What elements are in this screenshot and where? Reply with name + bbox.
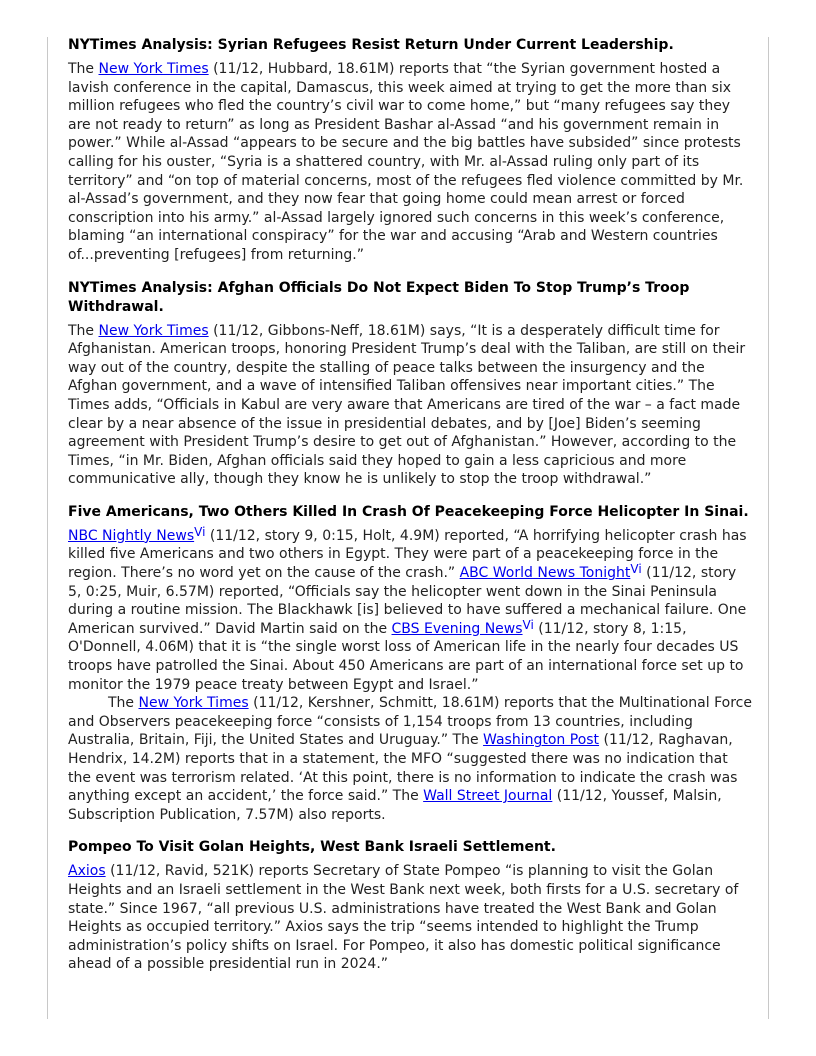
article-headline: Pompeo To Visit Golan Heights, West Bank Israeli Settlement. (68, 839, 556, 856)
source-link-nbc[interactable]: NBC Nightly News (68, 527, 195, 544)
article-body-continued (68, 694, 752, 824)
article-body (68, 862, 752, 974)
video-indicator-icon[interactable]: Vi (194, 524, 206, 539)
source-link-wapo[interactable]: Washington Post (483, 732, 600, 749)
article-lead-word: The (68, 322, 99, 339)
article-lead-word: The (108, 695, 139, 712)
article-headline: NYTimes Analysis: Syrian Refugees Resist Return Under Current Leadership. (68, 37, 674, 53)
source-link-wsj[interactable]: Wall Street Journal (423, 788, 553, 805)
article-text: (11/12, story 8, 1:15, O'Donnell, 4.06M) that it is “the single worst loss of American life in the nearly four decades US troops have patrolled the Sinai. About 450 Americans are part of an international force set up to monitor the 1979 peace treaty between Egypt and Israel.” (68, 620, 744, 693)
article-text: (11/12, story 9, 0:15, Holt, 4.9M) reported, “A horrifying helicopter crash has killed five Americans and two others in Egypt. They were part of a peacekeeping force in the region. There’s no word yet on the cause of the crash.” (68, 527, 747, 582)
source-link-axios[interactable]: Axios (68, 863, 106, 880)
source-link-cbs[interactable]: CBS Evening News (391, 620, 523, 637)
article-pompeo-golan (68, 838, 752, 974)
article-text: (11/12, Youssef, Malsin, Subscription Publication, 7.57M) also reports. (68, 788, 722, 823)
article-body (68, 60, 752, 265)
article-text: (11/12, Gibbons-Neff, 18.61M) says, “It is a desperately difficult time for Afghanistan. American troops, honoring President Trump’s deal with the Taliban, are still on their way out of the country, despite the stalling of peace talks between the insurgency and the Afghan government, and a wave of intensified Taliban offensives near important cities.” The Times adds, “Officials in Kabul are very aware that Americans are tired of the war – a fact made clear by a near absence of the issue in presidential debates, and by [Joe] Biden’s seeming agreement with President Trump’s desire to get out of Afghanistan.” However, according to the Times, “in Mr. Biden, Afghan officials said they hoped to gain a less capricious and more communicative ally, though they know he is unlikely to stop the troop withdrawal.” (68, 322, 746, 488)
article-text: (11/12, story 5, 0:25, Muir, 6.57M) reported, “Officials say the helicopter went down in the Sinai Peninsula during a routine mission. The Blackhawk [is] believed to have suffered a mechanical failure. One American survived.” David Martin said on the (68, 565, 747, 637)
source-link-nyt[interactable]: New York Times (98, 322, 209, 339)
article-lead-word: The (68, 61, 99, 77)
news-content (68, 36, 752, 988)
article-text: (11/12, Ravid, 521K) reports Secretary of State Pompeo “is planning to visit the Golan Heights and an Israeli settlement in the West Bank next week, both firsts for a U.S. secretary of state.” Since 1967, “all previous U.S. administrations have treated the West Bank and Golan Heights as occupied territory.” Axios says the trip “seems intended to highlight the Trump administration’s policy shifts on Israel. For Pompeo, it also has domestic political significance ahead of a possible presidential run in 2024.” (68, 863, 739, 973)
source-link-nyt[interactable]: New York Times (138, 695, 249, 712)
left-margin-rule (47, 37, 48, 1019)
article-headline: NYTimes Analysis: Afghan Officials Do Not Expect Biden To Stop Trump’s Troop Withdrawal. (68, 279, 690, 315)
video-indicator-icon[interactable]: Vi (630, 562, 642, 577)
video-indicator-icon[interactable]: Vi (522, 617, 534, 632)
right-margin-rule (768, 37, 769, 1019)
article-body (68, 322, 752, 489)
article-text: (11/12, Kershner, Schmitt, 18.61M) reports that the Multinational Force and Observers peacekeeping force “consists of 1,154 troops from 13 countries, including Australia, Britain, Fiji, the United States and Uruguay.” The (68, 695, 752, 749)
source-link-abc[interactable]: ABC World News Tonight (459, 565, 631, 582)
article-syrian-refugees (68, 36, 752, 265)
article-text: (11/12, Hubbard, 18.61M) reports that “the Syrian government hosted a lavish conference in the capital, Damascus, this week aimed at trying to get the more than six million refugees who fled the country’s civil war to come home,” but “many refugees say they are not ready to return” as long as President Bashar al-Assad “and his government remain in power.” While al-Assad “appears to be secure and the big battles have subsided” since protests calling for his ouster, “Syria is a shattered country, with Mr. al-Assad ruling only part of its territory” and “on top of material concerns, most of the refugees fled violence committed by Mr. al-Assad’s government, and they now fear that going home could mean arrest or forced conscription into his army.” al-Assad largely ignored such concerns in this week’s conference, blaming “an international conspiracy” for the war and accusing “Arab and Western countries of...preventing [refugees] from returning.” (68, 61, 744, 263)
article-afghan-officials (68, 279, 752, 489)
article-text: (11/12, Raghavan, Hendrix, 14.2M) reports that in a statement, the MFO “suggested there was no indication that the event was terrorism related. ‘At this point, there is no information to indicate the crash was anything except an accident,’ the force said.” The (68, 732, 738, 805)
article-body (68, 524, 752, 694)
article-headline: Five Americans, Two Others Killed In Crash Of Peacekeeping Force Helicopter In Sinai. (68, 503, 749, 520)
source-link-nyt[interactable]: New York Times (98, 61, 209, 77)
article-sinai-crash (68, 503, 752, 825)
